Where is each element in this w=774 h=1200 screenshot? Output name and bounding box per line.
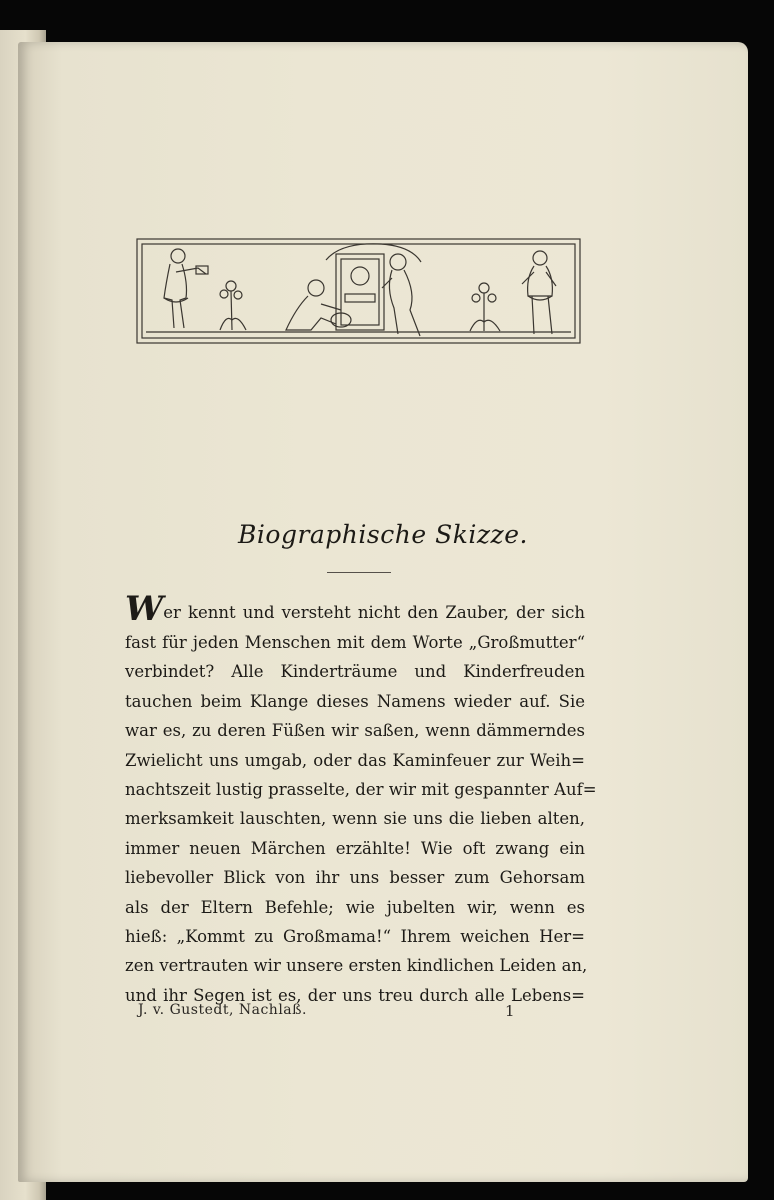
text-line-5: war es, zu deren Füßen wir saßen, wenn dämmerndes [125, 721, 585, 741]
chapter-heading: Biographische Skizze. [238, 520, 528, 549]
text-line-4: tauchen beim Klange dieses Namens wieder auf. Sie [125, 691, 585, 711]
body-paragraph [125, 589, 597, 1010]
standing-child-figure [522, 251, 556, 334]
decorative-vignette [136, 238, 581, 344]
text-line-11: als der Eltern Befehle; wie jubelten wir, wenn es [125, 897, 585, 917]
text-line-14: und ihr Segen ist es, der uns treu durch alle Lebens= [125, 985, 585, 1005]
text-line-3: verbindet? Alle Kinderträume und Kinderfreuden [125, 662, 585, 682]
text-line-1 [125, 589, 585, 629]
text-line-2: fast für jeden Menschen mit dem Worte „Großmutter“ [125, 633, 585, 652]
first-line-text: er kennt und versteht nicht den Zauber, der sich [163, 603, 585, 622]
text-line-6: Zwielicht uns umgab, oder das Kaminfeuer zur Weih= [125, 750, 585, 770]
text-line-7: nachtszeit lustig prasselte, der wir mit gespannter Auf= [125, 779, 597, 799]
text-line-9: immer neuen Märchen erzählte! Wie oft zwang ein [125, 838, 585, 858]
book-page [18, 42, 748, 1182]
text-line-8: merksamkeit lauschten, wenn sie uns die lieben alten, [125, 809, 585, 829]
flower-right [470, 283, 500, 331]
text-line-12: hieß: „Kommt zu Großmama!“ Ihrem weichen Her= [125, 926, 585, 946]
text-line-10: liebevoller Blick von ihr uns besser zum Gehorsam [125, 868, 585, 888]
text-line-13: zen vertrauten wir unsere ersten kindlichen Leiden an, [125, 956, 588, 976]
child-reading-figure [164, 249, 208, 328]
ornamental-frame [326, 244, 421, 330]
heading-rule [327, 572, 391, 573]
signature-line: J. v. Gustedt, Nachlaß. [138, 1002, 307, 1018]
page-number: 1 [505, 1002, 515, 1020]
drop-cap: W [125, 589, 164, 629]
leaning-child-figure [382, 254, 420, 336]
flower-left [220, 281, 246, 330]
